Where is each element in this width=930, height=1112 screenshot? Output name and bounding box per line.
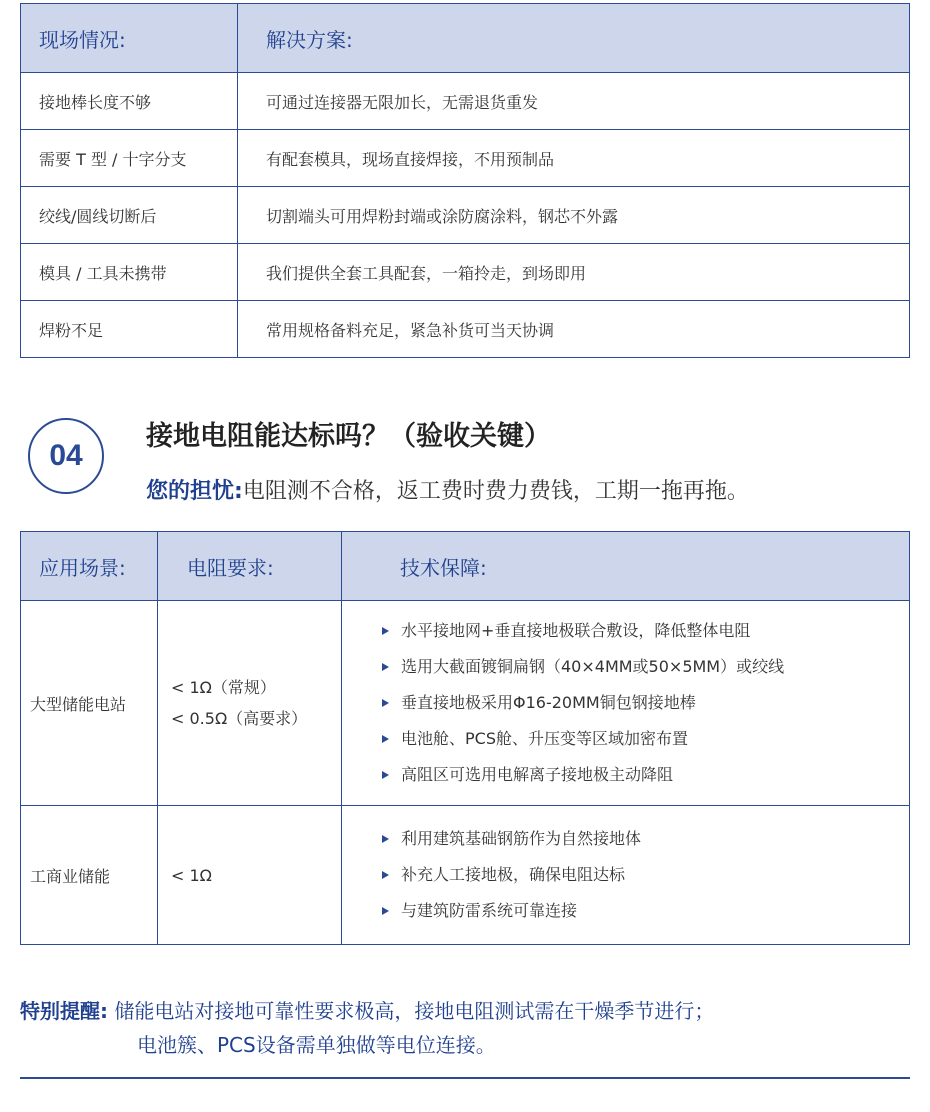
list-item bbox=[382, 685, 909, 721]
solution-cell: 我们提供全套工具配套，一箱拎走，到场即用 bbox=[238, 244, 910, 301]
list-item bbox=[382, 857, 909, 893]
list-item bbox=[382, 613, 909, 649]
scene-cell: 工商业储能 bbox=[21, 806, 158, 945]
requirement-value: < 1Ω bbox=[171, 865, 212, 885]
measure-text: 补充人工接地极，确保电阻达标 bbox=[401, 865, 626, 884]
requirement-cell bbox=[158, 601, 342, 806]
resistance-table bbox=[20, 531, 910, 945]
requirement-cell bbox=[158, 806, 342, 945]
list-item bbox=[382, 821, 909, 857]
triangle-bullet-icon bbox=[382, 871, 389, 879]
situation-cell: 模具 / 工具未携带 bbox=[21, 244, 238, 301]
list-item bbox=[382, 721, 909, 757]
table-header-row bbox=[21, 4, 910, 73]
measure-text: 电池舱、PCS舱、升压变等区域加密布置 bbox=[401, 729, 688, 748]
concern-label: 您的担忧: bbox=[146, 479, 243, 504]
measures-list bbox=[382, 821, 909, 929]
measure-text: 利用建筑基础钢筋作为自然接地体 bbox=[401, 829, 642, 848]
header-solution: 解决方案: bbox=[238, 4, 910, 73]
triangle-bullet-icon bbox=[382, 663, 389, 671]
measure-text: 选用大截面镀铜扁钢（40×4MM或50×5MM）或绞线 bbox=[401, 657, 785, 676]
measures-cell bbox=[342, 806, 910, 945]
measures-list bbox=[382, 613, 909, 793]
measure-text: 垂直接地极采用Φ16-20MM铜包钢接地棒 bbox=[401, 693, 696, 712]
table-row bbox=[21, 244, 910, 301]
table-row bbox=[21, 806, 910, 945]
list-item bbox=[382, 893, 909, 929]
reminder-label: 特别提醒: bbox=[20, 999, 108, 1023]
reminder-text-2: 电池簇、PCS设备需单独做等电位连接。 bbox=[137, 1033, 496, 1057]
triangle-bullet-icon bbox=[382, 699, 389, 707]
header-measures: 技术保障: bbox=[342, 532, 910, 601]
list-item bbox=[382, 649, 909, 685]
reminder-line-1 bbox=[20, 994, 714, 1028]
section-title: 接地电阻能达标吗？（验收关键） bbox=[146, 421, 551, 452]
table-header-row bbox=[21, 532, 910, 601]
triangle-bullet-icon bbox=[382, 735, 389, 743]
table-row bbox=[21, 187, 910, 244]
situation-cell: 需要 T 型 / 十字分支 bbox=[21, 130, 238, 187]
situation-cell: 焊粉不足 bbox=[21, 301, 238, 358]
concern-text: 电阻测不合格，返工费时费力费钱，工期一拖再拖。 bbox=[242, 479, 749, 504]
triangle-bullet-icon bbox=[382, 835, 389, 843]
section-number-badge: 04 bbox=[28, 418, 104, 494]
header-resistance: 电阻要求: bbox=[158, 532, 342, 601]
solution-cell: 有配套模具，现场直接焊接，不用预制品 bbox=[238, 130, 910, 187]
measures-cell bbox=[342, 601, 910, 806]
header-site-situation: 现场情况: bbox=[21, 4, 238, 73]
bottom-divider bbox=[20, 1077, 910, 1079]
concern-line bbox=[146, 474, 749, 505]
solution-cell: 切割端头可用焊粉封端或涂防腐涂料，钢芯不外露 bbox=[238, 187, 910, 244]
scene-cell: 大型储能电站 bbox=[21, 601, 158, 806]
special-reminder bbox=[20, 994, 714, 1062]
table-row bbox=[21, 73, 910, 130]
triangle-bullet-icon bbox=[382, 907, 389, 915]
requirement-value: < 1Ω（常规） bbox=[171, 678, 276, 697]
table-row bbox=[21, 301, 910, 358]
solution-cell: 常用规格备料充足，紧急补货可当天协调 bbox=[238, 301, 910, 358]
table-row bbox=[21, 130, 910, 187]
table-row bbox=[21, 601, 910, 806]
triangle-bullet-icon bbox=[382, 627, 389, 635]
triangle-bullet-icon bbox=[382, 771, 389, 779]
measure-text: 与建筑防雷系统可靠连接 bbox=[401, 901, 578, 920]
situation-cell: 绞线/圆线切断后 bbox=[21, 187, 238, 244]
measure-text: 高阻区可选用电解离子接地极主动降阻 bbox=[401, 765, 674, 784]
requirement-value: < 0.5Ω（高要求） bbox=[171, 709, 308, 728]
situation-cell: 接地棒长度不够 bbox=[21, 73, 238, 130]
solutions-table bbox=[20, 3, 910, 358]
measure-text: 水平接地网+垂直接地极联合敷设，降低整体电阻 bbox=[401, 621, 751, 640]
list-item bbox=[382, 757, 909, 793]
reminder-text-1: 储能电站对接地可靠性要求极高，接地电阻测试需在干燥季节进行； bbox=[114, 999, 715, 1023]
header-scene: 应用场景: bbox=[21, 532, 158, 601]
solution-cell: 可通过连接器无限加长，无需退货重发 bbox=[238, 73, 910, 130]
